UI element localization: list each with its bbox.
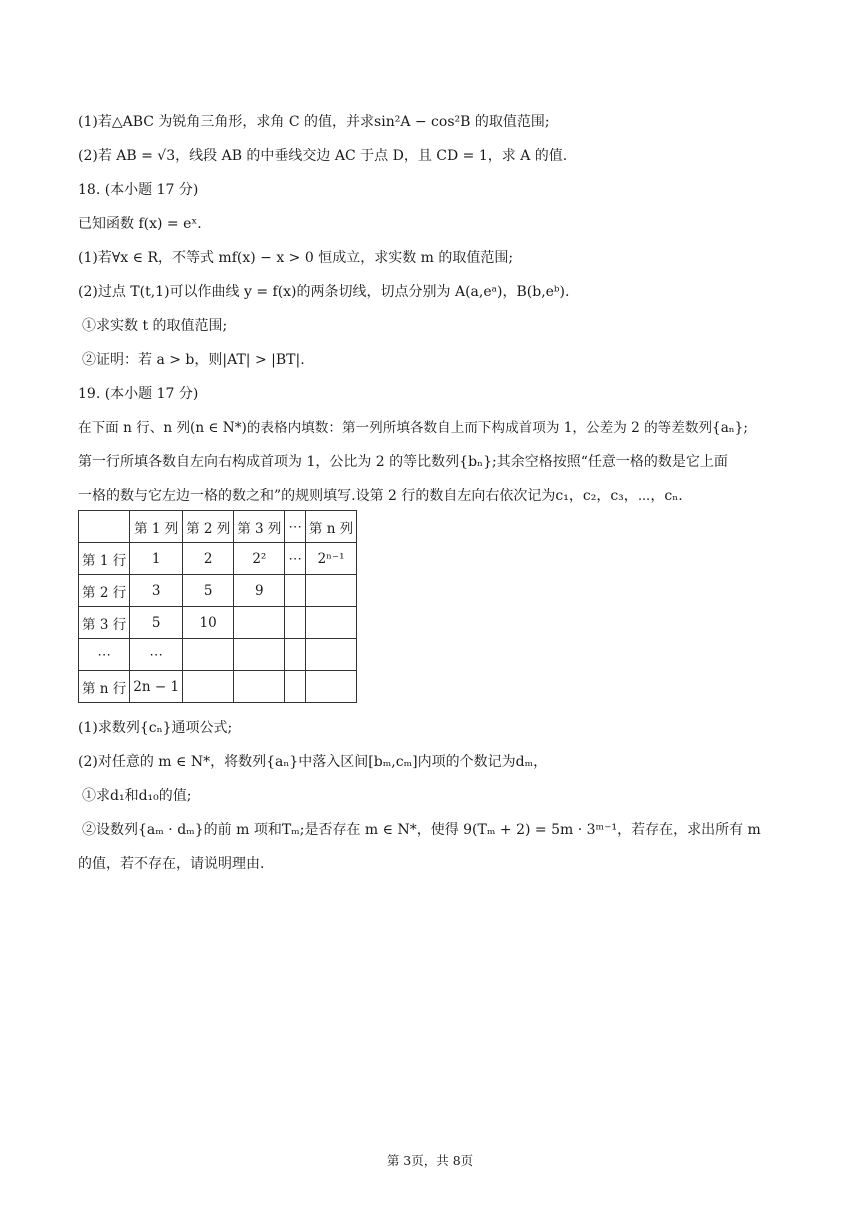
table-cell (234, 607, 285, 639)
q19-part2-sub2-cont: 的值，若不存在，请说明理由. (78, 856, 265, 872)
q17-part1: (1)若△ABC 为锐角三角形，求角 C 的值，并求sin²A − cos²B 的取值范围; (78, 114, 550, 130)
table-cell (183, 671, 234, 703)
q19-stem-line2: 第一行所填各数自左向右构成首项为 1，公比为 2 的等比数列{bₙ};其余空格按照“任意一格的数是它上面 (78, 454, 728, 470)
table-header-cell: 第 n 列 (305, 511, 356, 543)
table-cell: 10 (183, 607, 234, 639)
q19-stem-line3: 一格的数与它左边一格的数之和”的规则填写.设第 2 行的数自左向右依次记为c₁，c₂，c₃，⋯，cₙ. (78, 488, 683, 504)
table-cell: 3 (130, 575, 183, 607)
table-cell (285, 639, 306, 671)
q18-part1: (1)若∀x ∈ R，不等式 mf(x) − x > 0 恒成立，求实数 m 的取值范围; (78, 250, 514, 266)
q18-part2-sub1: ①求实数 t 的取值范围; (82, 318, 228, 334)
table-cell: 2ⁿ⁻¹ (305, 543, 356, 575)
table-cell: 9 (234, 575, 285, 607)
table-cell (285, 671, 306, 703)
table-header-cell: 第 2 列 (183, 511, 234, 543)
table-cell (305, 575, 356, 607)
table-cell: 5 (130, 607, 183, 639)
table-cell: 第 1 行 (79, 543, 130, 575)
table-cell (305, 671, 356, 703)
table-row (79, 543, 357, 575)
table-row (79, 575, 357, 607)
table-cell: 2 (183, 543, 234, 575)
table-cell (305, 639, 356, 671)
q19-part1: (1)求数列{cₙ}通项公式; (78, 720, 233, 736)
table-cell: 第 n 行 (79, 671, 130, 703)
table-cell (79, 511, 130, 543)
table-cell (305, 607, 356, 639)
table-cell: ⋯ (130, 639, 183, 671)
q19-heading: 19. (本小题 17 分) (78, 386, 199, 402)
table-header-cell: 第 3 列 (234, 511, 285, 543)
table-cell (285, 607, 306, 639)
table-header-cell: 第 1 列 (130, 511, 183, 543)
table-cell: ⋯ (79, 639, 130, 671)
table-cell: 2n − 1 (130, 671, 183, 703)
q18-heading: 18. (本小题 17 分) (78, 182, 199, 198)
table-cell: 1 (130, 543, 183, 575)
table-header-cell: ⋯ (285, 511, 306, 543)
table-cell: 5 (183, 575, 234, 607)
table-cell (234, 639, 285, 671)
table-row (79, 639, 357, 671)
table-header-row (79, 511, 357, 543)
table-cell (183, 639, 234, 671)
q19-part2-sub1: ①求d₁和d₁₀的值; (82, 788, 192, 804)
table-cell (285, 575, 306, 607)
table-cell: 第 2 行 (79, 575, 130, 607)
q18-part2-sub2: ②证明：若 a > b，则|AT| > |BT|. (82, 352, 305, 368)
q18-stem: 已知函数 f(x) = eˣ. (78, 216, 202, 232)
page-footer: 第 3页，共 8页 (386, 1153, 474, 1168)
table-cell (234, 671, 285, 703)
number-grid-table (78, 510, 357, 703)
q18-part2: (2)过点 T(t,1)可以作曲线 y = f(x)的两条切线，切点分别为 A(a,eᵃ)，B(b,eᵇ). (78, 284, 570, 300)
q19-stem-line1: 在下面 n 行、n 列(n ∈ N*)的表格内填数：第一列所填各数自上而下构成首项为 1，公差为 2 的等差数列{aₙ}; (78, 420, 748, 436)
q19-part2: (2)对任意的 m ∈ N*，将数列{aₙ}中落入区间[bₘ,cₘ]内项的个数记为dₘ， (78, 754, 548, 770)
table-row (79, 607, 357, 639)
table-cell: 2² (234, 543, 285, 575)
q19-part2-sub2: ②设数列{aₘ · dₘ}的前 m 项和Tₘ;是否存在 m ∈ N*，使得 9(Tₘ + 2) = 5m · 3ᵐ⁻¹，若存在，求出所有 m (82, 822, 761, 838)
q17-part2: (2)若 AB = √3，线段 AB 的中垂线交边 AC 于点 D，且 CD = 1，求 A 的值. (78, 148, 568, 164)
table-cell: 第 3 行 (79, 607, 130, 639)
table-row (79, 671, 357, 703)
table-cell: ⋯ (285, 543, 306, 575)
